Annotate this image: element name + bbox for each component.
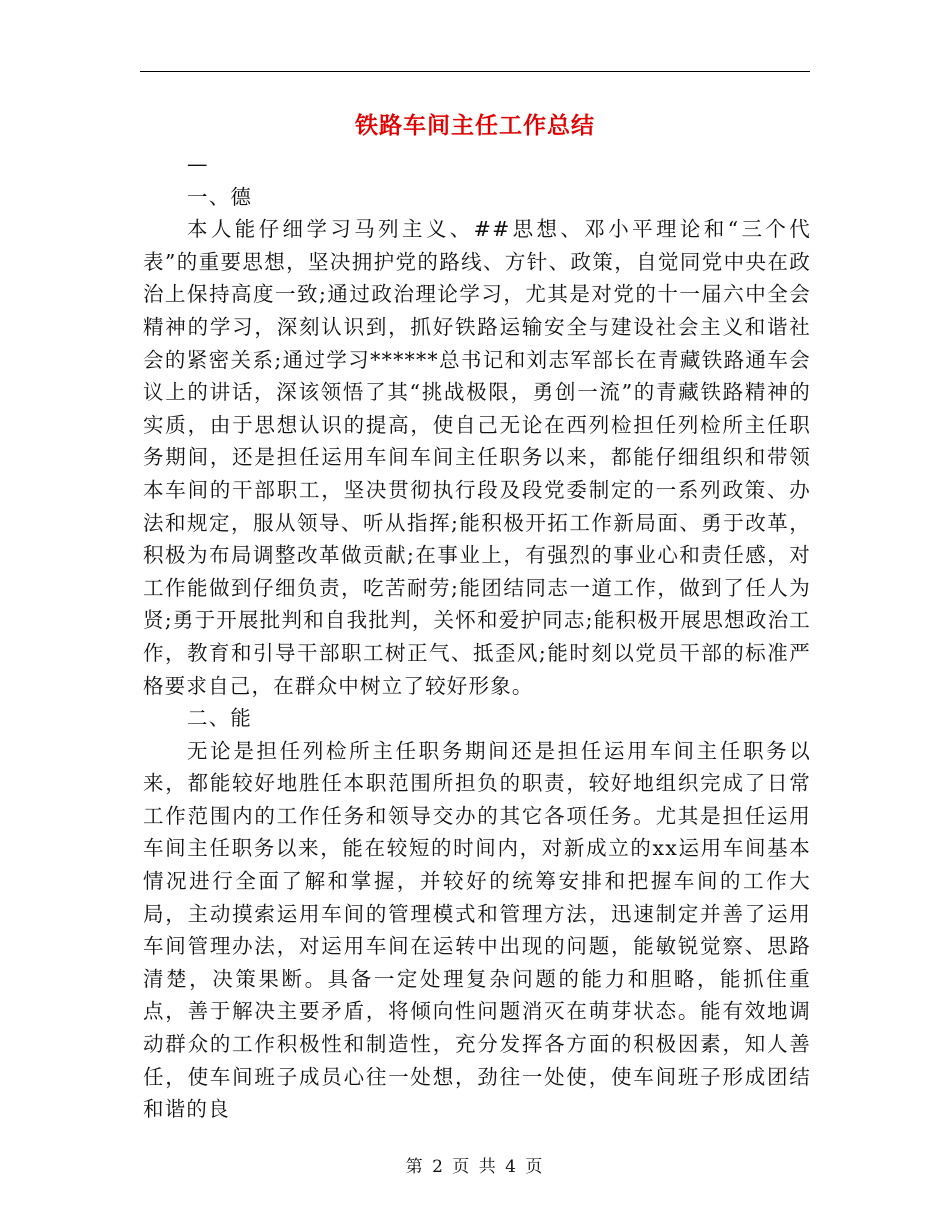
page-number: 第 2 页 共 4 页 (405, 1157, 545, 1177)
section-paragraph-neng: 无论是担任列检所主任职务期间还是担任运用车间主任职务以来，都能较好地胜任本职范围所担负的职责，较好地组织完成了日常工作范围内的工作任务和领导交办的其它各项任务。尤其是担任运用车间主任职务以来，能在较短的时间内，对新成立的xx运用车间基本情况进行全面了解和掌握，并较好的统筹安排和把握车间的工作大局，主动摸索运用车间的管理模式和管理方法，迅速制定并善了运用车间管理办法，对运用车间在运转中出现的问题，能敏锐觉察、思路清楚，决策果断。具备一定处理复杂问题的能力和胆略，能抓住重点，善于解决主要矛盾，将倾向性问题消灭在萌芽状态。能有效地调动群众的工作积极性和制造性，充分发挥各方面的积极因素，知人善任，使车间班子成员心往一处想，劲往一处使，使车间班子形成团结和谐的良 (143, 738, 811, 1122)
header-rule (140, 71, 810, 72)
section-heading-neng: 二、能 (187, 706, 253, 731)
dash-line: — (187, 152, 209, 176)
document-body (143, 148, 811, 1126)
document-title: 铁路车间主任工作总结 (355, 112, 595, 139)
section-paragraph-de: 本人能仔细学习马列主义、##思想、邓小平理论和“三个代表”的重要思想，坚决拥护党的路线、方针、政策，自觉同党中央在政治上保持高度一致;通过政治理论学习，尤其是对党的十一届六中全会精神的学习，深刻认识到，抓好铁路运输安全与建设社会主义和谐社会的紧密关系;通过学习******总书记和刘志军部长在青藏铁路通车会议上的讲话，深该领悟了其“挑战极限，勇创一流”的青藏铁路精神的实质，由于思想认识的提高，使自己无论在西列检担任列检所主任职务期间，还是担任运用车间车间主任职务以来，都能仔细组织和带领本车间的干部职工，坚决贯彻执行段及段党委制定的一系列政策、办法和规定，服从领导、听从指挥;能积极开拓工作新局面、勇于改革，积极为布局调整改革做贡献;在事业上，有强烈的事业心和责任感，对工作能做到仔细负责，吃苦耐劳;能团结同志一道工作，做到了任人为贤;勇于开展批判和自我批判，关怀和爱护同志;能积极开展思想政治工作，教育和引导干部职工树正气、抵歪风;能时刻以党员干部的标准严格要求自己，在群众中树立了较好形象。 (143, 217, 811, 698)
section-heading-de: 一、德 (187, 184, 253, 209)
